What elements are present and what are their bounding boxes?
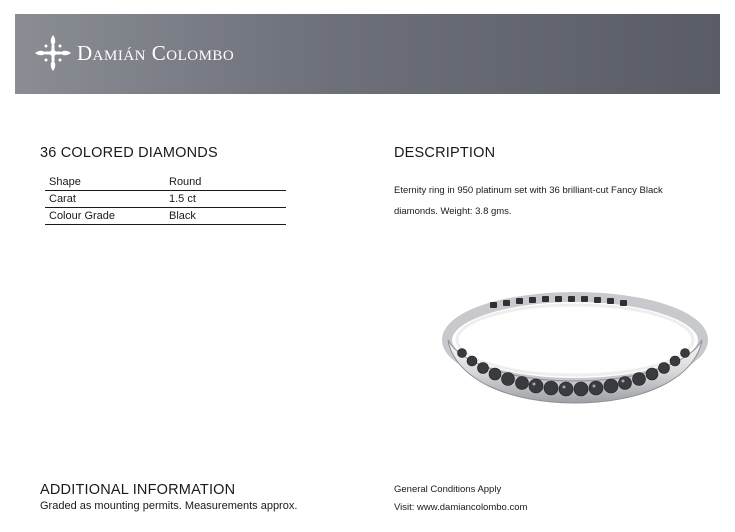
specs-title: 36 COLORED DIAMONDS bbox=[40, 145, 218, 161]
spec-label: Colour Grade bbox=[45, 208, 165, 225]
spec-value: Round bbox=[165, 174, 286, 191]
additional-info-note: Graded as mounting permits. Measurements approx. bbox=[40, 500, 298, 512]
specs-table bbox=[45, 174, 286, 225]
table-row bbox=[45, 208, 286, 225]
additional-info-title: ADDITIONAL INFORMATION bbox=[40, 482, 236, 498]
spec-label: Carat bbox=[45, 191, 165, 208]
website-link[interactable]: Visit: www.damiancolombo.com bbox=[394, 502, 528, 513]
ring-image bbox=[440, 285, 710, 420]
table-row bbox=[45, 174, 286, 191]
spec-value: Black bbox=[165, 208, 286, 225]
spec-label: Shape bbox=[45, 174, 165, 191]
brand-logo[interactable] bbox=[33, 33, 234, 73]
table-row bbox=[45, 191, 286, 208]
conditions-text: General Conditions Apply bbox=[394, 484, 502, 495]
brand-name: Damián Colombo bbox=[77, 40, 235, 65]
description-title: DESCRIPTION bbox=[394, 145, 496, 161]
description-text: Eternity ring in 950 platinum set with 36 brilliant-cut Fancy Black diamonds. Weight: 3.8 gms. bbox=[394, 185, 663, 217]
spec-value: 1.5 ct bbox=[165, 191, 286, 208]
fleur-cross-icon bbox=[33, 33, 73, 73]
